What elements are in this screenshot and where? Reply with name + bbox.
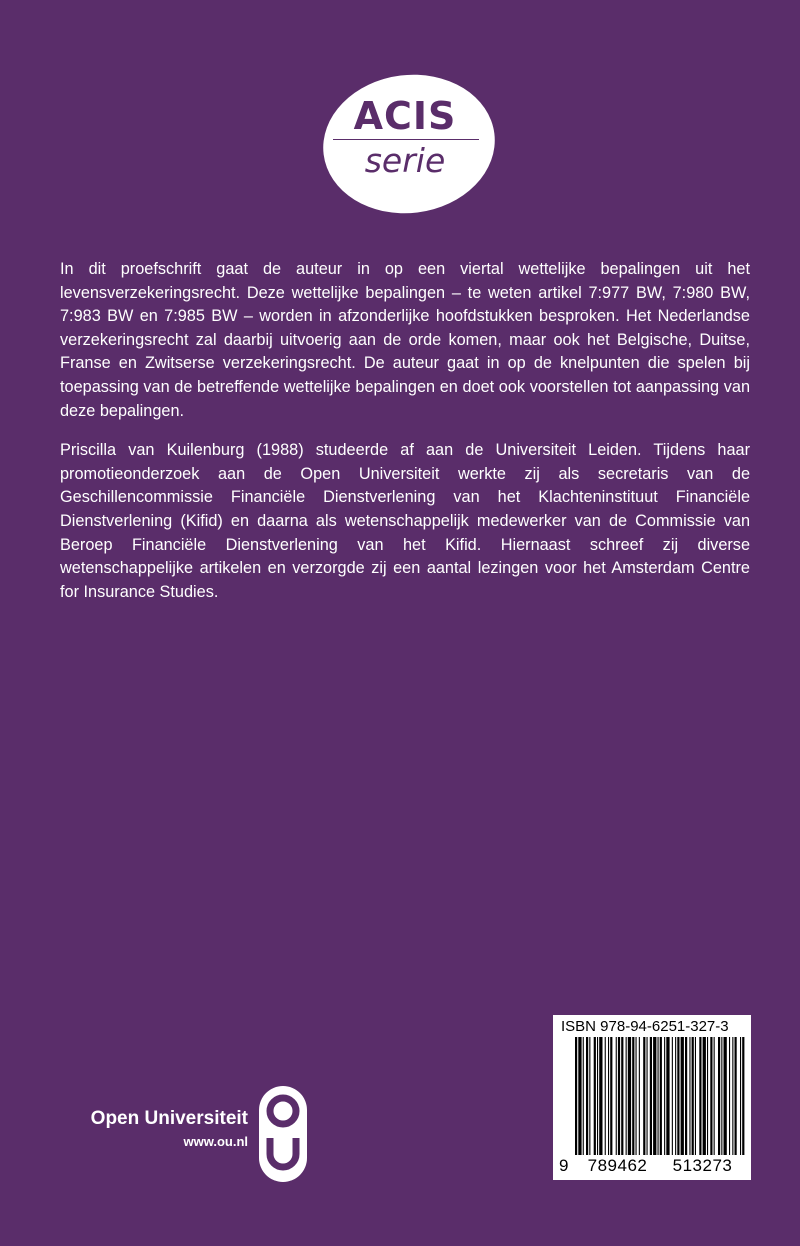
- barcode-bar: [610, 1037, 612, 1155]
- barcode-bar: [660, 1037, 662, 1155]
- barcode-bar: [583, 1037, 584, 1155]
- barcode-bar: [621, 1037, 623, 1155]
- barcode-bar: [647, 1037, 648, 1155]
- barcode-bar: [639, 1037, 640, 1155]
- barcode-bar: [740, 1037, 741, 1155]
- barcode-bar: [599, 1037, 602, 1155]
- barcode-bar: [710, 1037, 712, 1155]
- barcode-bar: [699, 1037, 701, 1155]
- barcode-bar: [703, 1037, 706, 1155]
- barcode-bar: [718, 1037, 720, 1155]
- publisher-url[interactable]: www.ou.nl: [183, 1134, 248, 1149]
- barcode-digits: [559, 1156, 745, 1176]
- barcode-digits-left: 789462: [587, 1156, 648, 1175]
- barcode-digit-first: 9: [559, 1156, 569, 1175]
- barcode-bar: [616, 1037, 617, 1155]
- barcode-bar: [608, 1037, 609, 1155]
- barcode-bar: [672, 1037, 673, 1155]
- barcode-bar: [589, 1037, 590, 1155]
- barcode-bar: [721, 1037, 722, 1155]
- barcode-bar: [597, 1037, 598, 1155]
- publisher-name: Open Universiteit: [90, 1108, 248, 1129]
- barcode-bar: [626, 1037, 627, 1155]
- barcode-bar: [707, 1037, 708, 1155]
- barcode-digits-right: 513273: [672, 1156, 733, 1175]
- barcode-bar: [735, 1037, 737, 1155]
- barcode-bar: [605, 1037, 606, 1155]
- barcode-bar: [689, 1037, 690, 1155]
- blurb-paragraph-author: Priscilla van Kuilenburg (1988) studeerde af aan de Universiteit Leiden. Tijdens haar promotieonderzoek aan de Open Universiteit werkte zij als secretaris van de Geschillencommissie Financiële Dienstverlening van het Klachteninstituut Financiële Dienstverlening (Kifid) en daarna als wetenschappelijk medewerker van de Commissie van Beroep Financiële Dienstverlening van het Kifid. Hiernaast schreef zij diverse wetenschappelijke artikelen en verzorgde zij een aantal lezingen voor het Amsterdam Centre for Insurance Studies.: [60, 441, 750, 601]
- barcode-bar: [685, 1037, 687, 1155]
- barcode-bar: [628, 1037, 631, 1155]
- barcode-bar: [594, 1037, 596, 1155]
- barcode-bar: [586, 1037, 588, 1155]
- barcode-bar: [575, 1037, 577, 1155]
- barcode-bar: [650, 1037, 652, 1155]
- barcode-bar: [714, 1037, 715, 1155]
- logo-divider: [333, 139, 479, 140]
- logo-title: ACIS: [353, 94, 457, 138]
- barcode-bar: [675, 1037, 676, 1155]
- isbn-label: ISBN 978-94-6251-327-3: [561, 1018, 729, 1035]
- ou-logo-icon: [259, 1086, 307, 1187]
- logo-subtitle: serie: [364, 141, 446, 180]
- barcode-bar: [729, 1037, 730, 1155]
- barcode-bar: [742, 1037, 744, 1155]
- blurb-text: [60, 258, 750, 620]
- barcode-bar: [658, 1037, 659, 1155]
- barcode-bar: [643, 1037, 645, 1155]
- barcode-bar: [677, 1037, 679, 1155]
- barcode-bar: [664, 1037, 665, 1155]
- barcode-bar: [618, 1037, 620, 1155]
- isbn-barcode: [553, 1015, 751, 1180]
- barcode-bar: [636, 1037, 637, 1155]
- barcode-bars: [559, 1037, 745, 1155]
- barcode-bar: [681, 1037, 684, 1155]
- blurb-paragraph-summary: In dit proefschrift gaat de auteur in op een viertal wettelijke bepalingen uit het levensverzekeringsrecht. Deze wettelijke bepalingen – te weten artikel 7:977 BW, 7:980 BW, 7:983 BW en 7:985 BW – worden in afzonderlijke hoofdstukken besproken. Het Nederlandse verzekeringsrecht zal daarbij uitvoerig aan de orde komen, maar ook het Belgische, Duitse, Franse en Zwitserse verzekeringsrecht. De auteur gaat in op de knelpunten die spelen bij toepassing van de betreffende wettelijke bepalingen en doet ook voorstellen tot aanpassing van deze bepalingen.: [60, 260, 750, 420]
- barcode-bar: [732, 1037, 733, 1155]
- barcode-bar: [632, 1037, 634, 1155]
- barcode-bar: [666, 1037, 669, 1155]
- barcode-bar: [724, 1037, 727, 1155]
- barcode-bar: [578, 1037, 581, 1155]
- barcode-bar: [653, 1037, 656, 1155]
- barcode-bar: [692, 1037, 694, 1155]
- barcode-bar: [695, 1037, 696, 1155]
